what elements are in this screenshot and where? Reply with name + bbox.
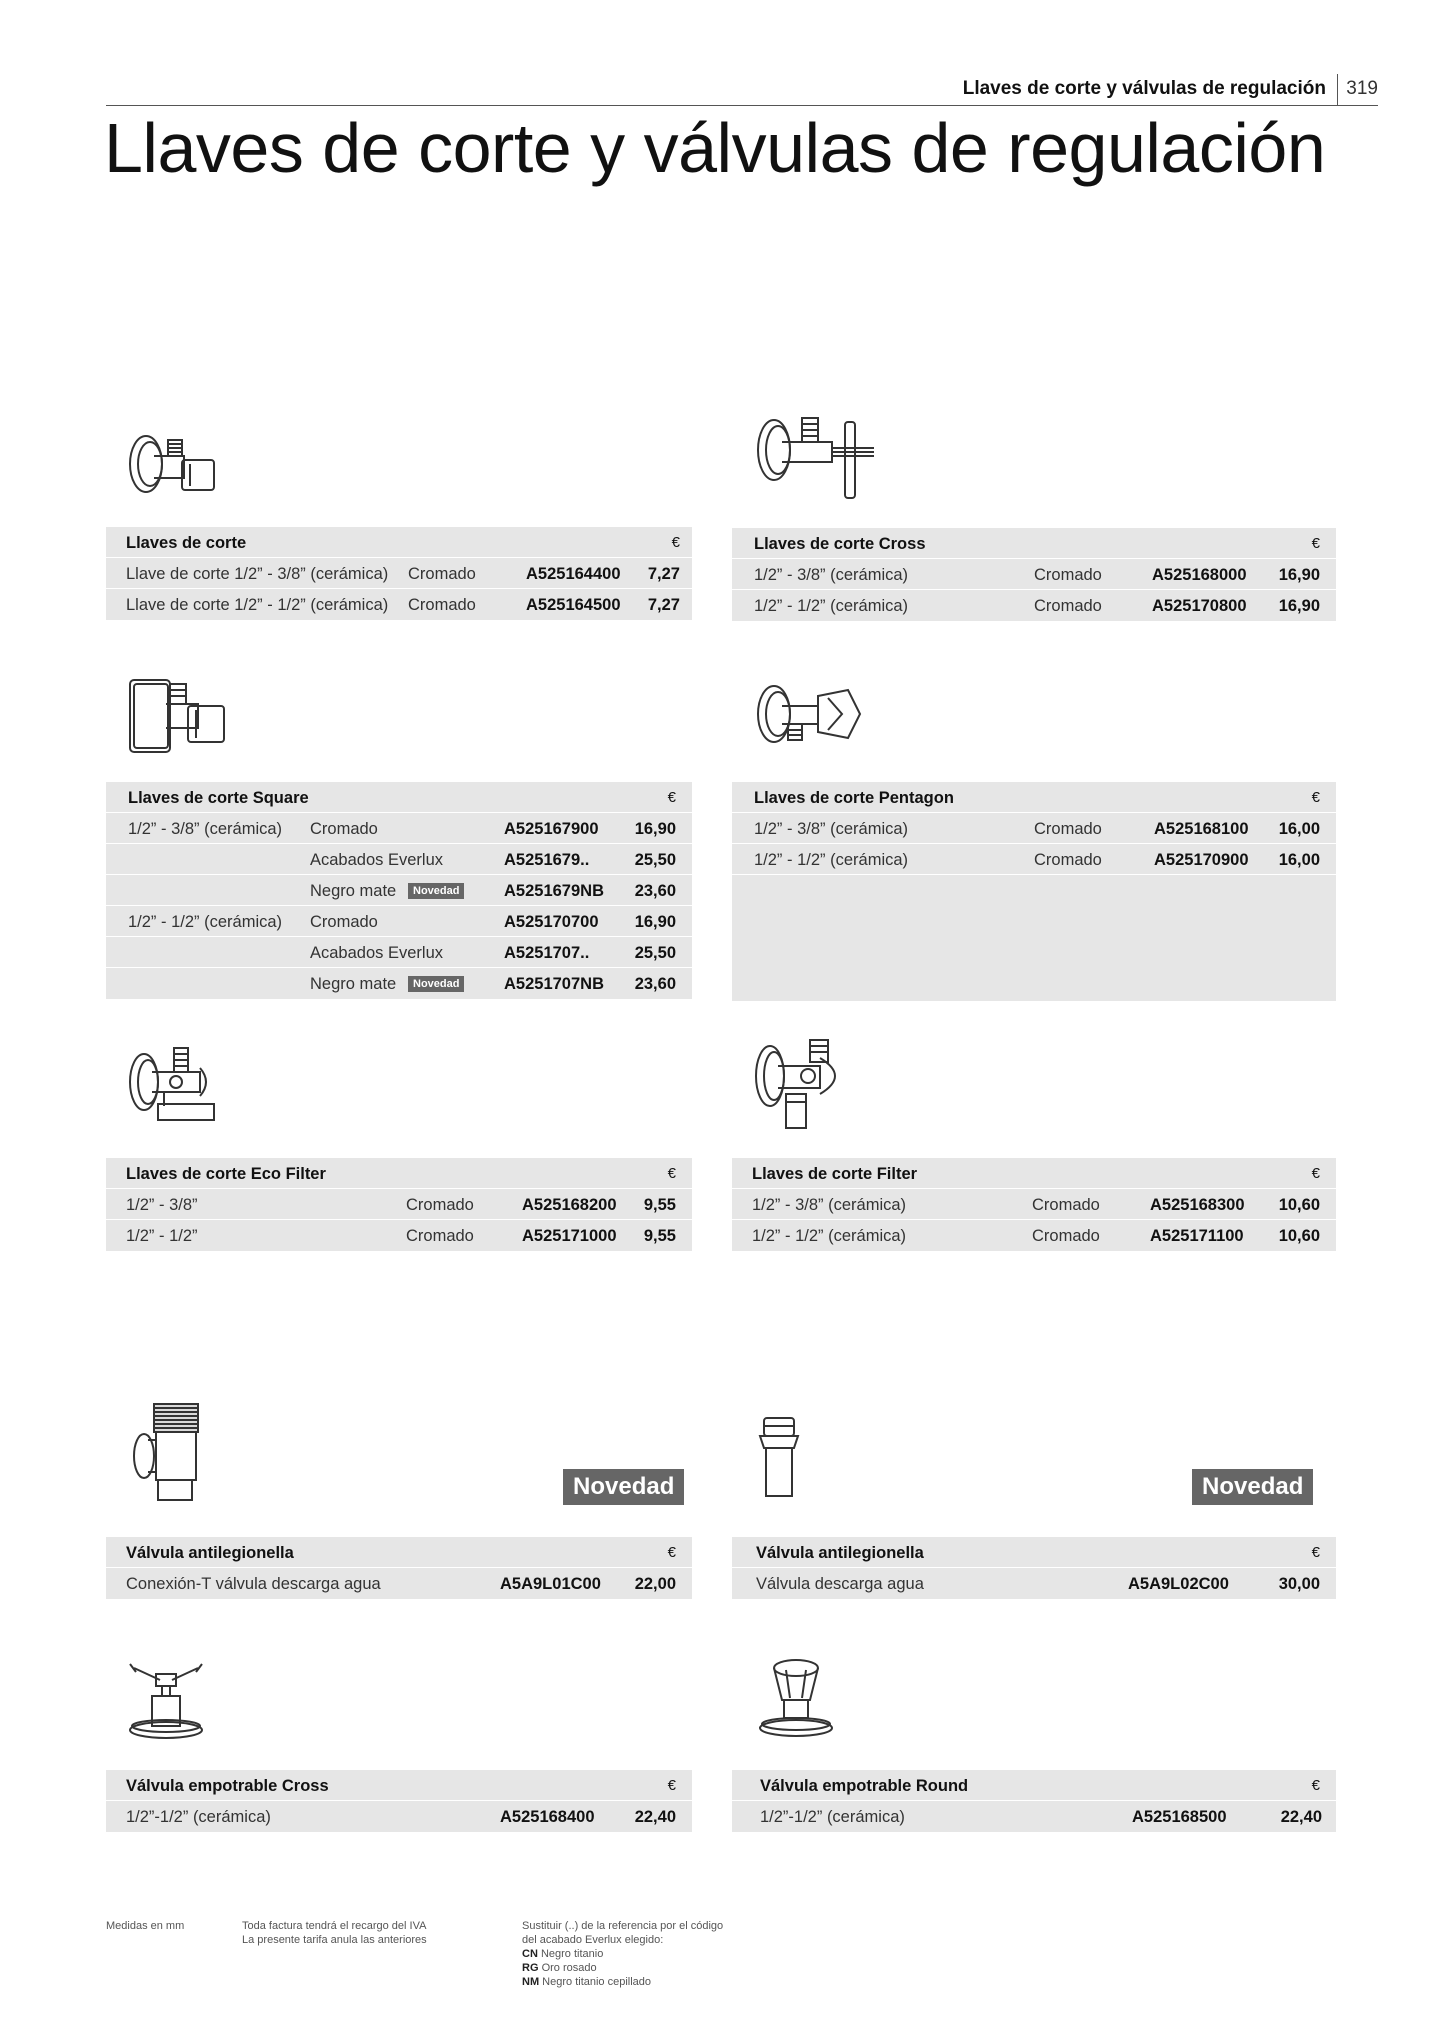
row-description: Conexión-T válvula descarga agua <box>126 1575 381 1593</box>
table-row <box>732 559 1336 590</box>
footer-measurements <box>106 1919 184 1933</box>
currency-label: € <box>671 534 680 551</box>
row-price: 7,27 <box>647 596 680 614</box>
page-number: 319 <box>1346 78 1378 99</box>
novedad-badge: Novedad <box>408 976 464 992</box>
row-reference: A525168200 <box>522 1196 617 1214</box>
footer-tax-notes <box>242 1919 427 1947</box>
table-row <box>106 1220 692 1251</box>
round-handle-valve-illustration <box>756 1656 836 1742</box>
finish-code-row <box>522 1947 723 1961</box>
row-finish: Cromado <box>1034 820 1102 838</box>
table-row <box>732 1189 1336 1220</box>
row-finish: Cromado <box>408 596 476 614</box>
table-row <box>106 844 692 875</box>
row-description: 1/2” - 3/8” <box>126 1196 198 1214</box>
table-row <box>106 1568 692 1599</box>
t-connection-valve-illustration <box>128 1400 208 1506</box>
cross-angle-valve-illustration <box>752 414 878 500</box>
table-row <box>732 1568 1336 1599</box>
square-angle-valve-illustration <box>126 676 230 756</box>
row-description: 1/2” - 3/8” (cerámica) <box>754 566 909 584</box>
row-reference: A525171000 <box>522 1227 617 1245</box>
footer-tariff-line: La presente tarifa anula las anteriores <box>242 1934 427 1946</box>
table-valvula-empotrable-round <box>732 1770 1336 1832</box>
row-reference: A525170900 <box>1154 851 1249 869</box>
filter-valve-illustration <box>750 1036 854 1134</box>
row-reference: A525164400 <box>526 565 621 583</box>
row-reference: A525168500 <box>1132 1808 1227 1826</box>
row-finish: Negro mate <box>310 882 397 900</box>
row-description: Válvula descarga agua <box>756 1575 924 1593</box>
novedad-badge: Novedad <box>1192 1469 1313 1505</box>
row-finish: Cromado <box>406 1227 474 1245</box>
section-title: Llaves de corte <box>126 534 247 552</box>
row-reference: A525168000 <box>1152 566 1247 584</box>
row-price: 16,90 <box>1278 566 1320 584</box>
row-reference: A525167900 <box>504 820 599 838</box>
section-title: Válvula empotrable Round <box>760 1777 969 1795</box>
row-finish: Cromado <box>1032 1227 1100 1245</box>
table-row <box>732 813 1336 844</box>
row-finish: Cromado <box>1032 1196 1100 1214</box>
row-finish: Cromado <box>310 820 378 838</box>
table-row <box>732 844 1336 875</box>
row-description: 1/2” - 3/8” (cerámica) <box>128 820 283 838</box>
row-finish: Acabados Everlux <box>310 851 443 869</box>
section-title: Llaves de corte Square <box>128 789 309 807</box>
table-llaves-corte-pentagon <box>732 782 1336 1001</box>
section-title: Válvula antilegionella <box>126 1544 294 1562</box>
angle-valve-illustration <box>124 428 224 500</box>
row-price: 9,55 <box>643 1227 676 1245</box>
currency-label: € <box>667 1165 676 1182</box>
row-reference: A5251707.. <box>504 944 590 962</box>
row-price: 10,60 <box>1278 1227 1320 1245</box>
row-description: 1/2”-1/2” (cerámica) <box>126 1808 271 1826</box>
table-row <box>106 968 692 999</box>
row-price: 30,00 <box>1278 1575 1320 1593</box>
row-finish: Cromado <box>310 913 378 931</box>
row-finish: Cromado <box>1034 566 1102 584</box>
row-reference: A5251707NB <box>504 975 604 993</box>
table-row <box>732 1220 1336 1251</box>
row-price: 10,60 <box>1278 1196 1320 1214</box>
running-header <box>106 74 1378 106</box>
section-title: Válvula antilegionella <box>756 1544 924 1562</box>
table-llaves-corte-filter <box>732 1158 1336 1251</box>
currency-label: € <box>1311 1544 1320 1561</box>
table-header <box>106 1537 692 1568</box>
finish-name: Negro titanio cepillado <box>542 1976 652 1988</box>
row-description: Llave de corte 1/2” - 1/2” (cerámica) <box>126 596 389 614</box>
table-header <box>732 782 1336 813</box>
row-price: 16,00 <box>1278 851 1320 869</box>
table-row <box>732 1801 1336 1832</box>
table-header <box>732 1158 1336 1189</box>
table-row <box>106 906 692 937</box>
row-description: 1/2” - 1/2” (cerámica) <box>754 597 909 615</box>
row-price: 22,00 <box>634 1575 676 1593</box>
section-title: Llaves de corte Eco Filter <box>126 1165 326 1183</box>
row-finish: Cromado <box>1034 597 1102 615</box>
row-finish: Negro mate <box>310 975 397 993</box>
row-reference: A525170800 <box>1152 597 1247 615</box>
row-price: 23,60 <box>634 975 676 993</box>
row-price: 16,00 <box>1278 820 1320 838</box>
table-header <box>732 1770 1336 1801</box>
footer-substitute-line: Sustituir (..) de la referencia por el código <box>522 1920 724 1932</box>
running-title: Llaves de corte y válvulas de regulación <box>962 78 1326 99</box>
table-row <box>106 1801 692 1832</box>
row-description: 1/2” - 3/8” (cerámica) <box>752 1196 907 1214</box>
row-price: 16,90 <box>634 913 676 931</box>
table-row <box>106 589 692 620</box>
row-finish: Cromado <box>408 565 476 583</box>
table-row <box>732 590 1336 621</box>
row-reference: A525164500 <box>526 596 621 614</box>
currency-label: € <box>1311 535 1320 552</box>
row-description: 1/2” - 1/2” (cerámica) <box>752 1227 907 1245</box>
row-price: 25,50 <box>634 944 676 962</box>
row-reference: A5251679NB <box>504 882 604 900</box>
currency-label: € <box>667 789 676 806</box>
table-llaves-corte-square <box>106 782 692 999</box>
row-price: 7,27 <box>647 565 680 583</box>
finish-code: CN <box>522 1948 538 1960</box>
row-description: 1/2” - 1/2” (cerámica) <box>128 913 283 931</box>
section-title: Llaves de corte Cross <box>754 535 926 553</box>
footer-substitute-line-2: del acabado Everlux elegido: <box>522 1934 664 1946</box>
novedad-badge: Novedad <box>563 1469 684 1505</box>
table-valvula-empotrable-cross <box>106 1770 692 1832</box>
row-reference: A5251679.. <box>504 851 590 869</box>
table-valvula-antilegionella-1 <box>106 1537 692 1599</box>
finish-name: Oro rosado <box>541 1962 597 1974</box>
finish-code: RG <box>522 1962 539 1974</box>
row-description: 1/2”-1/2” (cerámica) <box>760 1808 905 1826</box>
table-header <box>106 527 692 558</box>
table-header <box>732 1537 1336 1568</box>
table-row <box>106 558 692 589</box>
drain-valve-illustration <box>756 1414 802 1500</box>
row-reference: A5A9L02C00 <box>1128 1575 1229 1593</box>
row-price: 16,90 <box>1278 597 1320 615</box>
row-price: 9,55 <box>643 1196 676 1214</box>
row-description: 1/2” - 1/2” <box>126 1227 198 1245</box>
currency-label: € <box>1311 1777 1320 1794</box>
row-reference: A525170700 <box>504 913 599 931</box>
table-row <box>106 875 692 906</box>
header-divider <box>1337 74 1339 106</box>
row-description: 1/2” - 1/2” (cerámica) <box>754 851 909 869</box>
table-header <box>106 1770 692 1801</box>
row-description: 1/2” - 3/8” (cerámica) <box>754 820 909 838</box>
section-title: Llaves de corte Filter <box>752 1165 918 1183</box>
currency-label: € <box>667 1544 676 1561</box>
table-llaves-corte-cross <box>732 528 1336 621</box>
table-row <box>106 937 692 968</box>
row-finish: Cromado <box>1034 851 1102 869</box>
row-price: 25,50 <box>634 851 676 869</box>
table-valvula-antilegionella-2 <box>732 1537 1336 1599</box>
row-price: 16,90 <box>634 820 676 838</box>
currency-label: € <box>1311 1165 1320 1182</box>
eco-filter-valve-illustration <box>124 1044 224 1130</box>
finish-code-row <box>522 1975 723 1989</box>
table-row <box>106 1189 692 1220</box>
footer-tax-line: Toda factura tendrá el recargo del IVA <box>242 1920 427 1932</box>
table-header <box>106 1158 692 1189</box>
row-price: 22,40 <box>1280 1808 1322 1826</box>
currency-label: € <box>667 1777 676 1794</box>
row-finish: Cromado <box>406 1196 474 1214</box>
row-price: 22,40 <box>634 1808 676 1826</box>
footer-finish-codes <box>522 1919 723 1989</box>
novedad-badge: Novedad <box>408 883 464 899</box>
table-filler <box>732 875 1336 1001</box>
footer-measurements-text: Medidas en mm <box>106 1920 185 1932</box>
table-header <box>106 782 692 813</box>
finish-code: NM <box>522 1976 540 1988</box>
row-reference: A5A9L01C00 <box>500 1575 601 1593</box>
row-reference: A525168400 <box>500 1808 595 1826</box>
section-title: Válvula empotrable Cross <box>126 1777 329 1795</box>
page-title: Llaves de corte y válvulas de regulación <box>104 109 1326 187</box>
finish-name: Negro titanio <box>540 1948 604 1960</box>
finish-code-row <box>522 1961 723 1975</box>
table-llaves-corte <box>106 527 692 620</box>
table-header <box>732 528 1336 559</box>
row-description: Llave de corte 1/2” - 3/8” (cerámica) <box>126 565 389 583</box>
row-reference: A525171100 <box>1150 1227 1244 1245</box>
row-reference: A525168100 <box>1154 820 1249 838</box>
section-title: Llaves de corte Pentagon <box>754 789 954 807</box>
cross-handle-valve-illustration <box>126 1660 206 1742</box>
pentagon-angle-valve-illustration <box>752 680 864 756</box>
table-llaves-corte-eco-filter <box>106 1158 692 1251</box>
currency-label: € <box>1311 789 1320 806</box>
row-price: 23,60 <box>634 882 676 900</box>
table-row <box>106 813 692 844</box>
row-reference: A525168300 <box>1150 1196 1245 1214</box>
row-finish: Acabados Everlux <box>310 944 443 962</box>
